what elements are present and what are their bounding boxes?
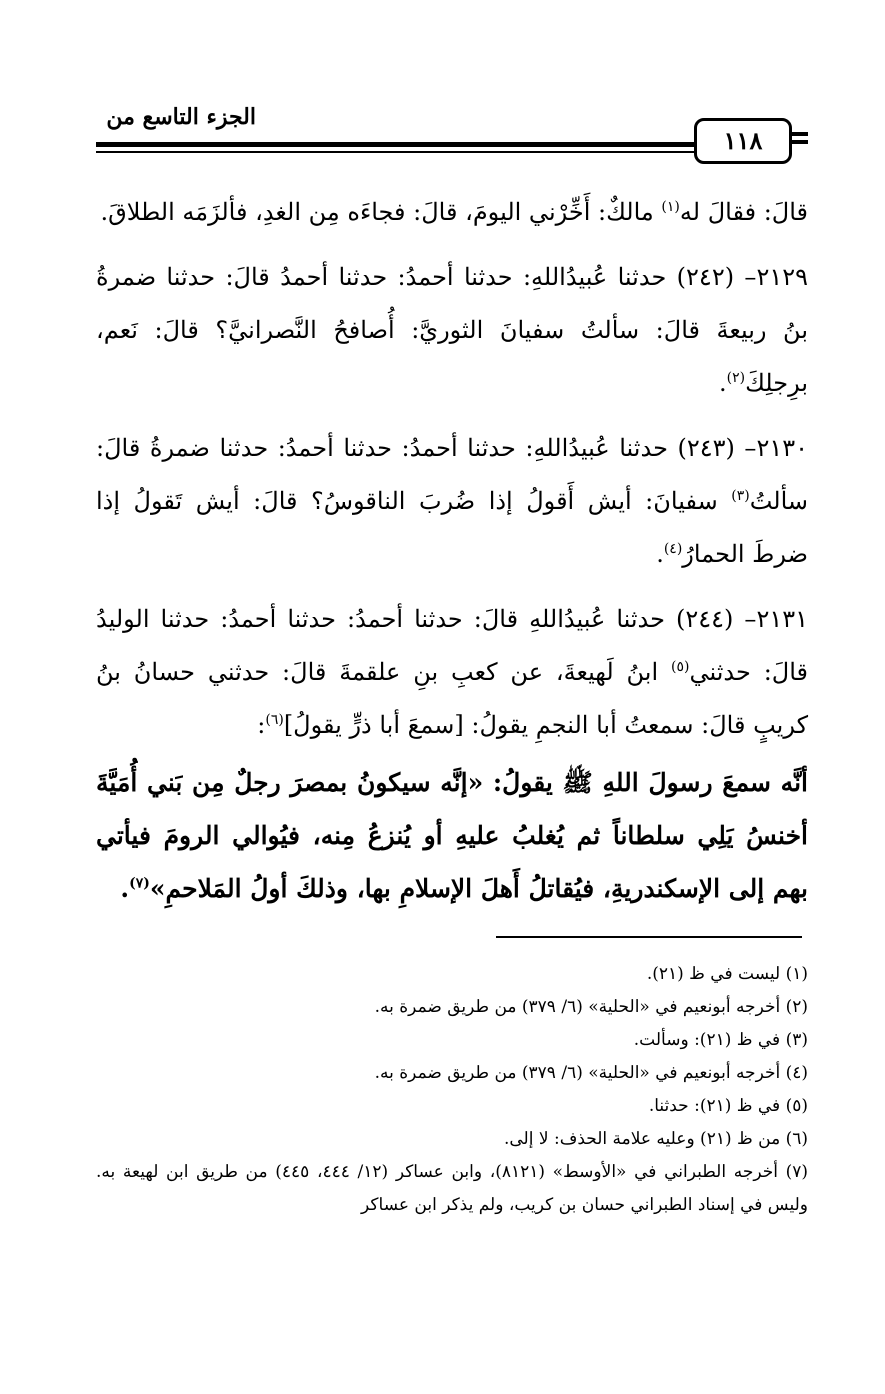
- header-rule-thick: [96, 142, 696, 147]
- paragraph-continuation: [96, 186, 808, 239]
- page-header: [96, 100, 808, 180]
- header-rule-thin: [96, 151, 696, 153]
- footnote-5: (٥) في ظ (٢١): حدثنا.: [648, 1096, 808, 1116]
- main-text: [96, 186, 808, 927]
- text-run: ٢١٣١– (٢٤٤) حدثنا عُبيدُاللهِ قالَ: حدثنا أحمدُ: حدثنا أحمدُ: حدثنا الوليدُ قالَ: حدثني: [96, 605, 809, 686]
- footnote-ref: (٤): [663, 541, 683, 557]
- text-run: قالَ: فقالَ له: [679, 198, 808, 226]
- footnote-ref: (٣): [731, 488, 750, 504]
- footnote-separator: [496, 936, 802, 938]
- text-run: سفيانَ: أيش أَقولُ إذا ضُربَ الناقوسُ؟ قالَ: أيش تَقولُ إذا ضرطَ الحمارُ: [96, 487, 808, 568]
- footnote-3: (٣) في ظ (٢١): وسألت.: [633, 1030, 808, 1050]
- hadith-text: أنَّه سمعَ رسولَ اللهِ ﷺ يقولُ: «إنَّه سيكونُ بمصرَ رجلٌ مِن بَني أُمَيَّةَ أخنسُ يَلِي سلطاناً ثم يُغلبُ عليهِ أو يُنزعُ مِنه، فيُوالي الرومَ فيأتي بهم إلى الإسكندريةِ، فيُقاتلُ أَهلَ الإسلامِ بها، وذلكَ أولُ المَلاحمِ»$^{(٧)}$.: [96, 768, 808, 903]
- footnote-1: (١) ليست في ظ (٢١).: [646, 964, 808, 984]
- paragraph-2130: ٢١٣٠– (٢٤٣) حدثنا عُبيدُاللهِ: حدثنا أحمدُ: حدثنا أحمدُ: حدثنا ضمرةُ قالَ: سألتُ$^{(٣)}$ سفيانَ: أيش أَقولُ إذا ضُربَ الناقوسُ؟ قالَ: أيش تَقولُ إذا ضرطَ الحمارُ$^{(٤)}$.: [96, 434, 808, 568]
- footnote-7: (٧) أخرجه الطبراني في «الأوسط» (٨١٢١)، وابن عساكر (١٢/ ٤٤٤، ٤٤٥) من طريق ابن لهيعة به. وليس في إسناد الطبراني حسان بن كريب، ولم يذكر ابن عساكر: [96, 1162, 809, 1215]
- footnotes: [96, 958, 808, 1222]
- paragraph-2129: ٢١٢٩– (٢٤٢) حدثنا عُبيدُاللهِ: حدثنا أحمدُ: حدثنا أحمدُ قالَ: حدثنا ضمرةُ بنُ ربيعةَ قالَ: سألتُ سفيانَ الثوريَّ: أُصافحُ النَّصرانيَّ؟ قالَ: نَعم، برِجلِكَ$^{(٢)}$.: [96, 263, 808, 397]
- paragraph-2131: ٢١٣١– (٢٤٤) حدثنا عُبيدُاللهِ قالَ: حدثنا أحمدُ: حدثنا أحمدُ: حدثنا الوليدُ قالَ: حدثني$^{(٥)}$ ابنُ لَهيعةَ، عن كعبِ بنِ علقمةَ قالَ: حدثني حسانُ بنُ كريبٍ قالَ: سمعتُ أبا النجمِ يقولُ: [سمعَ أبا ذرٍّ يقولُ]$^{(٦)}$:: [96, 605, 809, 739]
- text-run: مالكٌ: أَخِّرْني اليومَ، قالَ: فجاءَه مِن الغدِ، فألزَمَه الطلاقَ.: [100, 198, 662, 226]
- footnote-ref: (٦): [265, 712, 284, 728]
- page-number: ١١٨: [694, 118, 792, 164]
- text-run: ابنُ لَهيعةَ، عن كعبِ بنِ علقمةَ قالَ: حدثني حسانُ بنُ كريبٍ قالَ: سمعتُ أبا النجمِ يقولُ: [سمعَ أبا ذرٍّ يقولُ]: [96, 658, 808, 739]
- footnote-ref: (٧): [129, 875, 150, 892]
- running-head: الجزء التاسع من: [106, 104, 256, 130]
- footnote-ref: (٢): [726, 370, 746, 386]
- footnote-2: (٢) أخرجه أبونعيم في «الحلية» (٦/ ٣٧٩) من طريق ضمرة به.: [374, 997, 808, 1017]
- header-rule-right-bottom: [790, 140, 808, 144]
- footnote-4: (٤) أخرجه أبونعيم في «الحلية» (٦/ ٣٧٩) من طريق ضمرة به.: [374, 1063, 808, 1083]
- text-run: أنَّه سمعَ رسولَ اللهِ ﷺ يقولُ: «إنَّه سيكونُ بمصرَ رجلٌ مِن بَني أُمَيَّةَ أخنسُ يَلِي سلطاناً ثم يُغلبُ عليهِ أو يُنزعُ مِنه، فيُوالي الرومَ فيأتي بهم إلى الإسكندريةِ، فيُقاتلُ أَهلَ الإسلامِ بها، وذلكَ أولُ المَلاحمِ»: [96, 768, 808, 903]
- header-rule-right-top: [790, 132, 808, 136]
- footnote-6: (٦) من ظ (٢١) وعليه علامة الحذف: لا إلى.: [503, 1129, 808, 1149]
- text-run: ٢١٣٠– (٢٤٣) حدثنا عُبيدُاللهِ: حدثنا أحمدُ: حدثنا أحمدُ: حدثنا ضمرةُ قالَ: سألتُ: [96, 434, 808, 515]
- footnote-ref: (٥): [671, 659, 690, 675]
- text-run: ٢١٢٩– (٢٤٢) حدثنا عُبيدُاللهِ: حدثنا أحمدُ: حدثنا أحمدُ قالَ: حدثنا ضمرةُ بنُ ربيعةَ قالَ: سألتُ سفيانَ الثوريَّ: أُصافحُ النَّصرانيَّ؟ قالَ: نَعم، برِجلِكَ: [96, 263, 808, 397]
- footnote-ref: (١): [661, 199, 680, 215]
